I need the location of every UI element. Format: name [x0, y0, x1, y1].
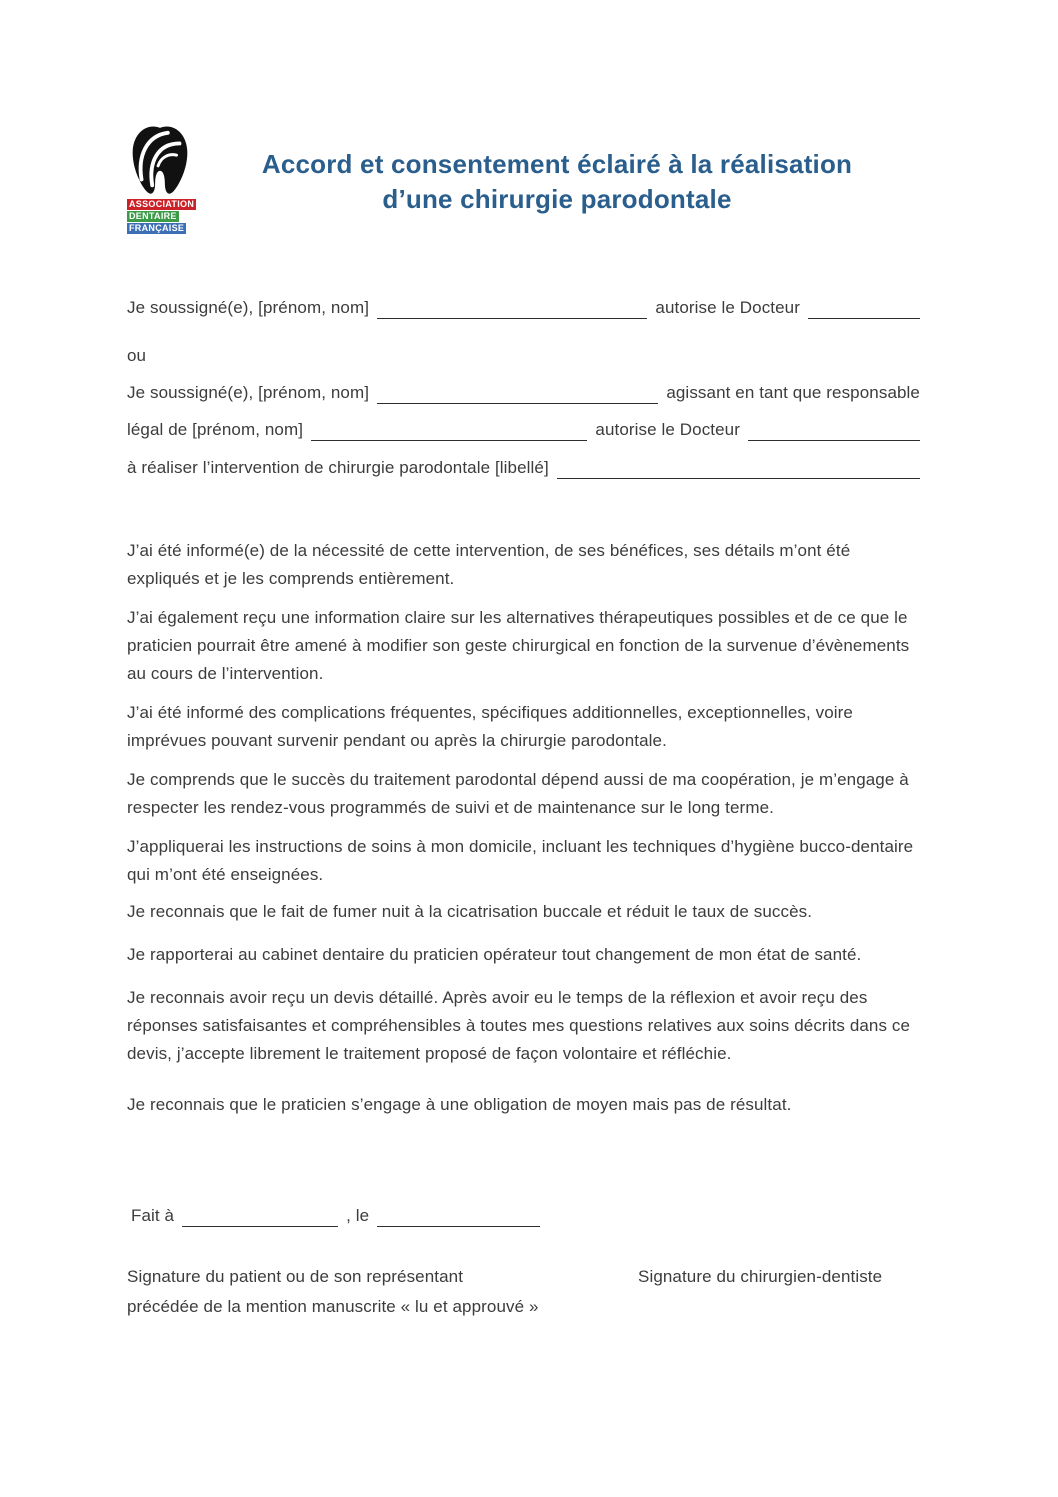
row3-label: légal de [prénom, nom]: [127, 420, 304, 439]
consent-row-2: [127, 381, 920, 404]
place-and-date-row: [131, 1204, 548, 1227]
row2-suffix-label: agissant en tant que responsable: [666, 383, 920, 402]
dentist-signature-label: Signature du chirurgien-dentiste: [638, 1267, 883, 1286]
row3-mid-label: autorise le Docteur: [595, 420, 740, 439]
logo-bar-dentaire: DENTAIRE: [129, 211, 177, 221]
procedure-label-blank: [557, 460, 920, 479]
date-blank: [377, 1208, 540, 1227]
consent-row-4: [127, 456, 920, 479]
page-title-line1: Accord et consentement éclairé à la réalisation: [261, 149, 853, 179]
adf-logo: [127, 125, 194, 235]
patient-name-blank: [377, 300, 647, 319]
or-label: ou: [127, 346, 147, 365]
paragraph: J’appliquerai les instructions de soins à mon domicile, incluant les techniques d’hygiène bucco-dentaire qui m’ont été enseignées.: [127, 837, 914, 884]
row4-label: à réaliser l’intervention de chirurgie parodontale [libellé]: [127, 458, 549, 477]
signature-section: [127, 1262, 920, 1322]
place-blank: [182, 1208, 338, 1227]
paragraph: Je reconnais avoir reçu un devis détaillé. Après avoir eu le temps de la réflexion et avoir reçu des réponses satisfaisantes et compréhensibles à toutes mes questions relatives aux soins décrits dans ce devis, j’accepte librement le traitement proposé de façon volontaire et réfléchie.: [127, 988, 911, 1063]
obligation-paragraph: [127, 1091, 920, 1130]
tooth-logo-icon: [127, 125, 193, 197]
paragraph: Je reconnais que le praticien s’engage à une obligation de moyen mais pas de résultat.: [127, 1095, 792, 1114]
consent-fill-in-section: [127, 296, 920, 479]
information-paragraphs: [127, 537, 920, 900]
minor-name-blank: [311, 422, 587, 441]
doctor-name-blank-2: [748, 422, 920, 441]
paragraph: Je rapporterai au cabinet dentaire du praticien opérateur tout changement de mon état de santé.: [127, 945, 862, 964]
representative-name-blank: [377, 385, 658, 404]
dentist-signature-block: [638, 1262, 920, 1292]
row1-label: Je soussigné(e), [prénom, nom]: [127, 298, 370, 317]
patient-signature-label-line2: précédée de la mention manuscrite « lu et approuvé »: [127, 1297, 539, 1316]
acknowledgement-paragraphs: [127, 898, 920, 1083]
paragraph: Je reconnais que le fait de fumer nuit à la cicatrisation buccale et réduit le taux de succès.: [127, 902, 813, 921]
paragraph: J’ai été informé(e) de la nécessité de cette intervention, de ses bénéfices, ses détails m’ont été expliqués et je les comprends entièrement.: [127, 541, 851, 588]
consent-row-1: [127, 296, 920, 319]
page-title: [194, 125, 920, 217]
fait-a-label: Fait à: [131, 1206, 175, 1225]
paragraph: J’ai également reçu une information claire sur les alternatives thérapeutiques possibles et de ce que le praticien pourrait être amené à modifier son geste chirurgical en fonction de la survenue d’évènements au cours de l’intervention.: [127, 608, 910, 683]
patient-signature-block: [127, 1262, 539, 1322]
doctor-name-blank: [808, 300, 920, 319]
le-label: , le: [346, 1206, 370, 1225]
logo-bar-francaise: FRANÇAISE: [129, 223, 185, 233]
page-title-line2: d’une chirurgie parodontale: [382, 184, 732, 214]
patient-signature-label-line1: Signature du patient ou de son représentant: [127, 1267, 464, 1286]
document-header: [127, 125, 920, 235]
consent-row-3: [127, 418, 920, 441]
row1-mid-label: autorise le Docteur: [655, 298, 800, 317]
row2-label: Je soussigné(e), [prénom, nom]: [127, 383, 370, 402]
logo-wordmark: [127, 199, 194, 234]
consent-row-or: [127, 344, 920, 367]
paragraph: Je comprends que le succès du traitement parodontal dépend aussi de ma coopération, je m’engage à respecter les rendez-vous programmés de suivi et de maintenance sur le long terme.: [127, 770, 909, 817]
logo-bar-association: ASSOCIATION: [129, 199, 195, 209]
paragraph: J’ai été informé des complications fréquentes, spécifiques additionnelles, exceptionnelles, voire imprévues pouvant survenir pendant ou après la chirurgie parodontale.: [127, 703, 853, 750]
